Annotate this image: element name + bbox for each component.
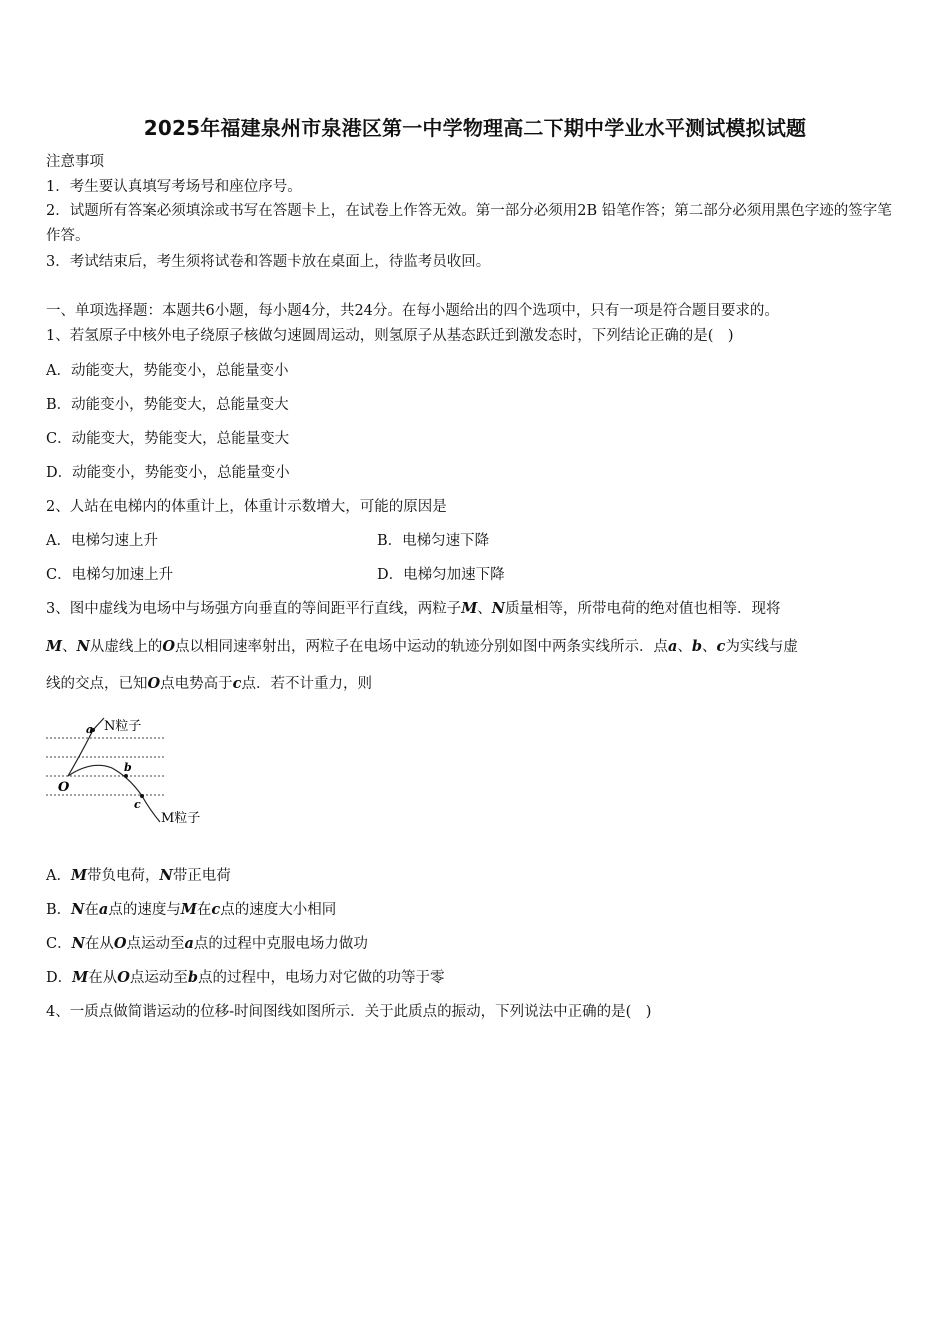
m-particle-trajectory	[68, 765, 160, 822]
option-text: 点运动至	[129, 970, 188, 986]
question-2-stem: 2、人站在电梯内的体重计上，体重计示数增大，可能的原因是	[46, 499, 447, 515]
option-text: 点的速度与	[108, 902, 181, 918]
question-3-option-b	[46, 900, 336, 920]
m-particle-label: M粒子	[161, 811, 201, 826]
option-text: 带负电荷，	[87, 868, 160, 884]
q3-var-a: a	[184, 935, 194, 952]
q3-text: 3、图中虚线为电场中与场强方向垂直的等间距平行直线，两粒子	[46, 601, 462, 617]
q3-var-n: N	[76, 638, 90, 655]
q3-var-n: N	[71, 901, 85, 918]
question-3-stem-line-2	[46, 637, 798, 657]
q3-var-m: M	[46, 638, 63, 655]
q3-var-o: O	[117, 969, 130, 986]
q3-var-a: a	[98, 901, 109, 918]
question-3-stem-line-3	[46, 674, 372, 694]
notice-heading: 注意事项	[46, 154, 104, 170]
question-1-option-c: C．动能变大，势能变大，总能量变大	[46, 431, 290, 447]
q3-var-o: O	[113, 935, 127, 952]
option-text: 点的过程中，电场力对它做的功等于零	[197, 970, 445, 986]
q3-var-a: a	[667, 638, 678, 655]
point-c-label: c	[134, 798, 141, 811]
q3-sep: 、	[677, 639, 692, 655]
question-1-option-b: B．动能变小，势能变大，总能量变大	[46, 397, 289, 413]
notice-item-1: 1．考生要认真填写考场号和座位序号。	[46, 179, 302, 195]
option-text: 在	[84, 902, 99, 918]
q3-var-m: M	[180, 901, 197, 918]
question-3-option-a	[46, 866, 231, 886]
point-o-label: O	[58, 780, 70, 795]
option-letter: B．	[46, 902, 72, 918]
point-b-label: b	[124, 761, 132, 774]
question-3-stem-line-1	[46, 599, 781, 619]
q3-var-n: N	[159, 867, 173, 884]
option-text: 在从	[88, 970, 118, 986]
q3-var-o: O	[162, 638, 175, 655]
q3-var-o: O	[147, 675, 161, 692]
q3-text: 从虚线上的	[89, 639, 163, 655]
q3-var-n: N	[71, 935, 85, 952]
question-3-option-c	[46, 934, 368, 954]
option-letter: C．	[46, 936, 72, 952]
q3-sep: 、	[702, 639, 717, 655]
option-text: 带正电荷	[172, 868, 231, 884]
q3-text: 点以相同速率射出，两粒子在电场中运动的轨迹分别如图中两条实线所示．点	[174, 639, 668, 655]
q3-text: 线的交点，已知	[46, 676, 148, 692]
q3-text: 为实线与虚	[725, 639, 798, 655]
q3-var-m: M	[70, 867, 88, 884]
option-text: 点运动至	[126, 936, 185, 952]
option-letter: D．	[46, 970, 73, 986]
question-2-option-a: A．电梯匀速上升	[46, 533, 158, 549]
q3-text: 点．若不计重力，则	[241, 676, 372, 692]
q3-var-n: N	[491, 600, 506, 617]
question-1-stem: 1、若氢原子中核外电子绕原子核做匀速圆周运动，则氢原子从基态跃迁到激发态时，下列结论正确的是( )	[46, 328, 734, 344]
q3-var-b: b	[187, 969, 198, 986]
page-title: 2025年福建泉州市泉港区第一中学物理高二下期中学业水平测试模拟试题	[143, 116, 807, 140]
option-text: 在	[196, 902, 212, 918]
option-text: 点的速度大小相同	[220, 902, 337, 918]
notice-item-3: 3．考试结束后，考生须将试卷和答题卡放在桌面上，待监考员收回。	[46, 254, 491, 270]
particle-trajectory-figure	[46, 710, 216, 830]
point-a-label: a	[86, 723, 94, 736]
question-2-option-c: C．电梯匀加速上升	[46, 567, 174, 583]
option-letter: A．	[46, 868, 71, 884]
option-text: 在从	[84, 936, 114, 952]
question-3-option-d	[46, 968, 444, 988]
question-1-option-d: D．动能变小，势能变小，总能量变小	[46, 465, 290, 481]
q3-sep: 、	[477, 601, 492, 617]
q3-text: 质量相等，所带电荷的绝对值也相等．现将	[505, 601, 781, 617]
q3-var-m: M	[461, 600, 478, 617]
q3-text: 点电势高于	[160, 676, 233, 692]
option-text: 点的过程中克服电场力做功	[193, 936, 368, 952]
question-1-option-a: A．动能变大，势能变小，总能量变小	[46, 363, 289, 379]
section-heading: 一、单项选择题：本题共6小题，每小题4分，共24分。在每小题给出的四个选项中，只有一项是符合题目要求的。	[46, 303, 779, 319]
point-b-marker	[124, 774, 128, 778]
question-2-option-d: D．电梯匀加速下降	[377, 567, 505, 583]
n-particle-label: N粒子	[104, 719, 142, 734]
question-2-option-b: B．电梯匀速下降	[377, 533, 490, 549]
q3-var-c: c	[716, 638, 726, 655]
q3-var-m: M	[72, 969, 89, 986]
notice-item-2: 2．试题所有答案必须填涂或书写在答题卡上，在试卷上作答无效。第一部分必须用2B 铅笔作答；第二部分必须用黑色字迹的签字笔作答。	[46, 203, 892, 244]
q3-var-b: b	[691, 638, 703, 655]
q3-sep: 、	[62, 639, 77, 655]
q3-var-c: c	[211, 901, 221, 918]
question-4-stem: 4、一质点做简谐运动的位移-时间图线如图所示．关于此质点的振动，下列说法中正确的是( )	[46, 1004, 652, 1020]
q3-var-c: c	[232, 675, 242, 692]
